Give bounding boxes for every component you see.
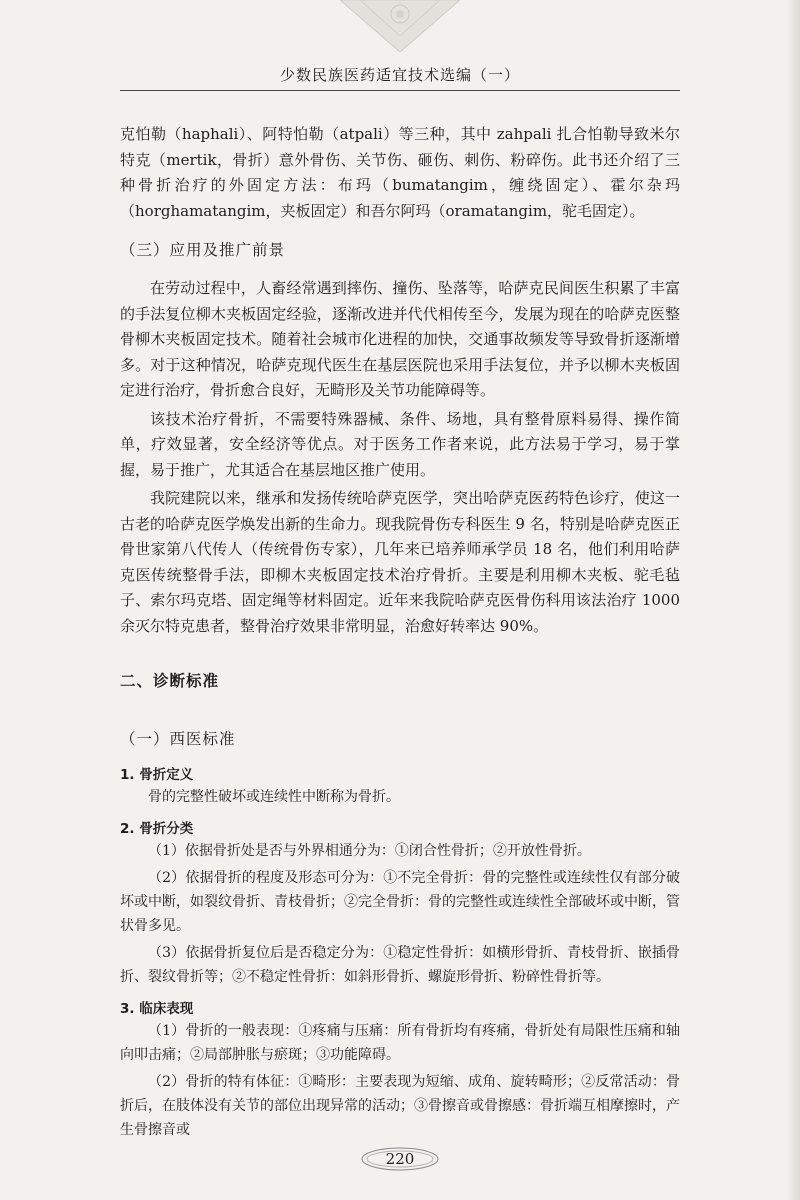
- section-heading-western: （一）西医标准: [120, 730, 236, 748]
- running-title: 少数民族医药适宜技术选编（一）: [279, 66, 520, 84]
- page-body: [120, 122, 680, 1145]
- classification-item-1: （1）依据骨折处是否与外界相通分为：①闭合性骨折；②开放性骨折。: [148, 843, 591, 859]
- paragraph-definition: 骨的完整性破坏或连续性中断称为骨折。: [148, 789, 400, 805]
- header-rule: [120, 90, 680, 91]
- paragraph-labor-injuries: 在劳动过程中，人畜经常遇到摔伤、撞伤、坠落等，哈萨克民间医生积累了丰富的手法复位柳木夹板固定经验，逐渐改进并代代相传至今，发展为现在的哈萨克医整骨柳木夹板固定技术。随着社会城市化进程的加快，交通事故频发等导致骨折逐渐增多。对于这种情况，哈萨克现代医生在基层医院也采用手法复位，并予以柳木夹板固定进行治疗，骨折愈合良好，无畸形及关节功能障碍等。: [120, 279, 680, 399]
- page-number-text: 220: [385, 1150, 415, 1168]
- page-number: [360, 1146, 440, 1172]
- subheading-clinical: 3. 临床表现: [120, 1001, 194, 1017]
- subheading-classification: 2. 骨折分类: [120, 821, 194, 837]
- clinical-item-1: （1）骨折的一般表现：①疼痛与压痛：所有骨折均有疼痛，骨折处有局限性压痛和轴向叩击痛；②局部肿胀与瘀斑；③功能障碍。: [120, 1023, 680, 1063]
- clinical-item-2: （2）骨折的特有体征：①畸形：主要表现为短缩、成角、旋转畸形；②反常活动：骨折后，在肢体没有关节的部位出现异常的活动；③骨擦音或骨擦感：骨折端互相摩擦时，产生骨擦音或: [120, 1074, 680, 1138]
- subheading-definition: 1. 骨折定义: [120, 767, 194, 783]
- chapter-heading-diagnosis: 二、诊断标准: [120, 672, 220, 690]
- classification-item-3: （3）依据骨折复位后是否稳定分为：①稳定性骨折：如横形骨折、青枝骨折、嵌插骨折、裂纹骨折等；②不稳定性骨折：如斜形骨折、螺旋形骨折、粉碎性骨折等。: [120, 945, 680, 985]
- paragraph-hospital-history: 我院建院以来，继承和发扬传统哈萨克医学，突出哈萨克医药特色诊疗，使这一古老的哈萨克医学焕发出新的生命力。现我院骨伤专科医生 9 名，特别是哈萨克医正骨世家第八代传人（传统骨伤专家），几年来已培养师承学员 18 名，他们利用哈萨克医传统整骨手法，即柳木夹板固定技术治疗骨折。主要是利用柳木夹板、驼毛毡子、索尔玛克塔、固定绳等材料固定。近年来我院哈萨克医骨伤科用该法治疗 1000 余灭尔特克患者，整骨治疗效果非常明显，治愈好转率达 90%。: [120, 489, 680, 635]
- section-heading-application: （三）应用及推广前景: [120, 241, 286, 259]
- paragraph-advantages: 该技术治疗骨折，不需要特殊器械、条件、场地，具有整骨原料易得、操作简单，疗效显著，安全经济等优点。对于医务工作者来说，此方法易于学习，易于掌握，易于推广，尤其适合在基层地区推广使用。: [120, 409, 680, 479]
- header-ornament-icon: [340, 0, 460, 52]
- page-edge: [786, 0, 800, 1200]
- classification-item-2: （2）依据骨折的程度及形态可分为：①不完全骨折：骨的完整性或连续性仅有部分破坏或中断，如裂纹骨折、青枝骨折；②完全骨折：骨的完整性或连续性全部破坏或中断，管状骨多见。: [120, 870, 680, 934]
- paragraph-fixation-methods: 克怕勒（haphali）、阿特怕勒（atpali）等三种，其中 zahpali 扎合怕勒导致米尔特克（mertik，骨折）意外骨伤、关节伤、砸伤、刺伤、粉碎伤。此书还介绍了三种骨折治疗的外固定方法：布玛（bumatangim，缠绕固定）、霍尔杂玛（horghamatangim，夹板固定）和吾尔阿玛（oramatangim，驼毛固定）。: [120, 125, 680, 220]
